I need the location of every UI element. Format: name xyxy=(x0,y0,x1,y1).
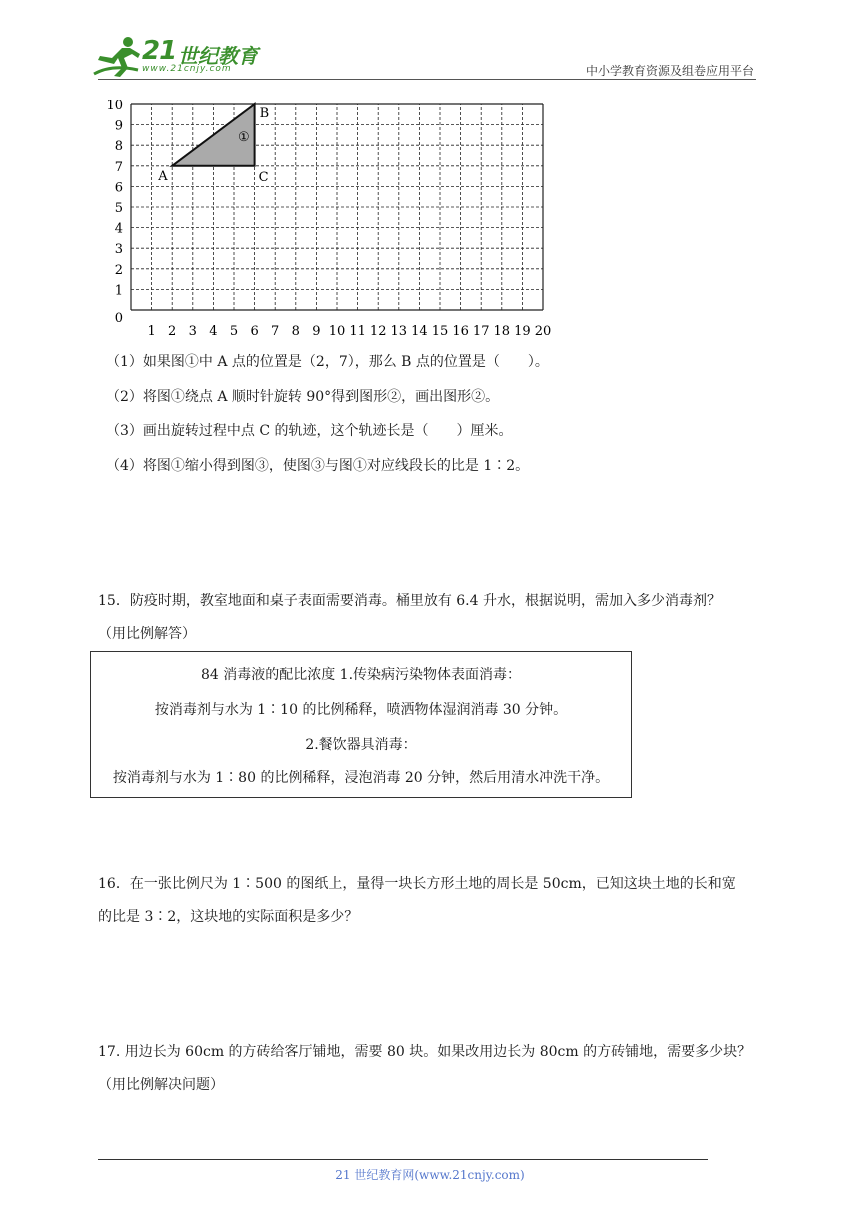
point-label-c: C xyxy=(258,169,269,185)
grid-lines xyxy=(131,104,543,310)
y-tick-label: 2 xyxy=(114,262,123,278)
q17-text-line2: （用比例解决问题） xyxy=(98,1077,224,1093)
site-logo xyxy=(92,34,262,78)
q14-part-4: （4）将图①缩小得到图③，使图③与图①对应线段长的比是 1∶2。 xyxy=(106,458,530,474)
point-label-b: B xyxy=(259,106,270,121)
x-tick-label: 10 xyxy=(328,324,346,339)
q15-text-line1: 15．防疫时期，教室地面和桌子表面需要消毒。桶里放有 6.4 升水，根据说明，需加入多少消毒剂？ xyxy=(98,593,721,609)
box-line-4: 按消毒剂与水为 1∶80 的比例稀释，浸泡消毒 20 分钟，然后用清水冲洗干净。 xyxy=(112,770,610,786)
x-tick-label: 16 xyxy=(452,324,469,339)
footer-divider xyxy=(98,1159,708,1160)
footer-text: 21 世纪教育网(www.21cnjy.com) xyxy=(335,1168,525,1182)
box-line-3: 2.餐饮器具消毒： xyxy=(305,737,417,753)
x-tick-label: 19 xyxy=(514,324,531,339)
logo-url: www.21cnjy.com xyxy=(142,64,232,74)
x-tick-label: 5 xyxy=(229,324,239,339)
x-tick-label: 8 xyxy=(291,324,300,339)
y-tick-label: 3 xyxy=(114,242,123,258)
header-platform-text: 中小学教育资源及组卷应用平台 xyxy=(585,64,754,78)
x-tick-label: 9 xyxy=(312,324,321,339)
disinfectant-instructions-box xyxy=(90,651,632,798)
logo-number: 21 xyxy=(142,36,177,66)
box-line-1: 84 消毒液的配比浓度 1.传染病污染物体表面消毒： xyxy=(200,667,522,683)
y-tick-label: 6 xyxy=(114,180,123,196)
q15-text-line2: （用比例解答） xyxy=(98,626,196,642)
y-tick-label: 7 xyxy=(114,159,123,175)
logo-text: 世纪教育 xyxy=(178,44,258,68)
x-tick-label: 7 xyxy=(271,324,280,339)
x-tick-label: 12 xyxy=(369,324,387,339)
header-divider xyxy=(98,79,756,80)
box-line-2: 按消毒剂与水为 1∶10 的比例稀释，喷洒物体湿润消毒 30 分钟。 xyxy=(154,702,568,718)
q14-part-1: （1）如果图①中 A 点的位置是（2，7），那么 B 点的位置是（ ）。 xyxy=(106,354,549,370)
x-tick-label: 2 xyxy=(168,324,177,339)
y-tick-label: 5 xyxy=(114,201,123,216)
x-tick-label: 13 xyxy=(390,324,408,339)
coordinate-grid xyxy=(106,100,566,340)
q16-text-line1: 16．在一张比例尺为 1∶500 的图纸上，量得一块长方形土地的周长是 50cm，已知这块土地的长和宽 xyxy=(98,876,736,892)
q16-text-line2: 的比是 3∶2，这块地的实际面积是多少？ xyxy=(98,909,359,925)
x-tick-label: 14 xyxy=(411,324,428,339)
x-tick-label: 20 xyxy=(534,324,552,339)
y-tick-label: 1 xyxy=(114,283,123,299)
x-tick-label: 4 xyxy=(209,324,218,339)
triangle-label: ① xyxy=(238,130,250,146)
q14-part-2: （2）将图①绕点 A 顺时针旋转 90°得到图形②，画出图形②。 xyxy=(106,389,500,405)
q14-part-3: （3）画出旋转过程中点 C 的轨迹，这个轨迹长是（ ）厘米。 xyxy=(106,423,513,439)
x-tick-label: 15 xyxy=(431,324,449,339)
y-tick-label: 10 xyxy=(106,100,123,113)
y-tick-label: 0 xyxy=(114,311,123,326)
x-tick-label: 18 xyxy=(493,324,511,339)
point-label-a: A xyxy=(158,168,168,184)
x-tick-label: 17 xyxy=(472,324,490,339)
y-tick-label: 9 xyxy=(114,118,123,134)
x-tick-label: 6 xyxy=(250,324,259,339)
runner-icon xyxy=(92,34,142,78)
x-tick-label: 3 xyxy=(188,324,197,339)
x-tick-label: 1 xyxy=(147,324,156,339)
y-tick-label: 8 xyxy=(114,139,123,155)
q17-text-line1: 17. 用边长为 60cm 的方砖给客厅铺地，需要 80 块。如果改用边长为 80cm 的方砖铺地，需要多少块？ xyxy=(98,1044,752,1060)
x-tick-label: 11 xyxy=(349,324,366,339)
y-tick-label: 4 xyxy=(114,221,123,237)
